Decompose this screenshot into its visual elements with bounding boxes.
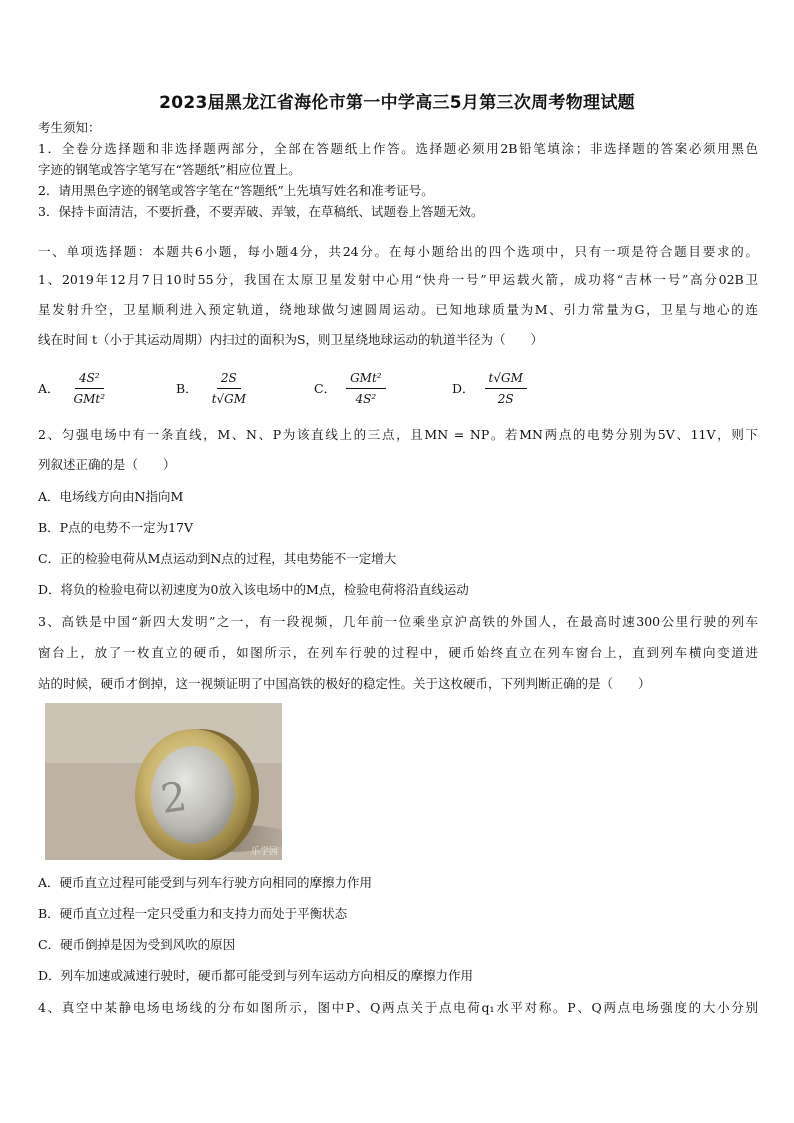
fraction-denominator: t√GM [211, 391, 247, 406]
question-3-text: 站的时候，硬币才倒掉，这一视频证明了中国高铁的极好的稳定性。关于这枚硬币，下列判断正确的是（ ） [38, 676, 651, 691]
question-4-text: 4、真空中某静电场电场线的分布如图所示，图中P、Q两点关于点电荷q₁水平对称。P、Q两点电场强度的大小分别 [38, 1000, 758, 1015]
question-3-option: A．硬币直立过程可能受到与列车行驶方向相同的摩擦力作用 [38, 875, 373, 890]
fraction-numerator: t√GM [485, 370, 527, 389]
notice-heading: 考生须知： [38, 120, 101, 135]
notice-item: 字迹的钢笔或答字笔写在“答题纸”相应位置上。 [38, 162, 301, 177]
question-3-option: D．列车加速或减速行驶时，硬币都可能受到与列车运动方向相反的摩擦力作用 [38, 968, 474, 983]
question-2-option: A．电场线方向由N指向M [38, 489, 184, 504]
fraction [485, 370, 527, 407]
fraction-numerator: 2S [217, 370, 241, 389]
fraction-numerator: GMt² [346, 370, 386, 389]
option-d [452, 366, 527, 410]
fraction [346, 370, 386, 407]
fraction-denominator: 2S [497, 391, 514, 406]
option-label: A． [38, 381, 60, 396]
question-3-option: B．硬币直立过程一定只受重力和支持力而处于平衡状态 [38, 906, 348, 921]
fraction [208, 370, 250, 407]
question-3-text: 窗台上，放了一枚直立的硬币，如图所示，在列车行驶的过程中，硬币始终直立在列车窗台上，直到列车横向变道进 [38, 645, 758, 660]
question-2-option: B．P点的电势不一定为17V [38, 520, 194, 535]
page-title: 2023届黑龙江省海伦市第一中学高三5月第三次周考物理试题 [159, 93, 635, 113]
question-3-option: C．硬币倒掉是因为受到风吹的原因 [38, 937, 236, 952]
coin-photo [45, 703, 282, 860]
fraction-numerator: 4S² [75, 370, 104, 389]
question-1-text: 星发射升空，卫星顺利进入预定轨道，绕地球做匀速圆周运动。已知地球质量为M、引力常量为G，卫星与地心的连 [38, 302, 758, 317]
question-2-option: D．将负的检验电荷以初速度为0放入该电场中的M点，检验电荷将沿直线运动 [38, 582, 469, 597]
coin-numeral: 2 [157, 773, 190, 823]
coin-illustration [45, 703, 282, 860]
option-label: D． [452, 381, 475, 396]
option-label: B． [176, 381, 198, 396]
image-watermark: 乐学园 [250, 847, 278, 857]
question-1-text: 线在时间 t（小于其运动周期）内扫过的面积为S，则卫星绕地球运动的轨道半径为（ ） [38, 332, 544, 347]
option-b [176, 366, 250, 410]
fraction-denominator: 4S² [355, 391, 377, 406]
fraction-denominator: GMt² [73, 391, 106, 406]
question-2-text: 2、匀强电场中有一条直线，M、N、P为该直线上的三点，且MN = NP。若MN两点的电势分别为5V、11V，则下 [38, 427, 758, 442]
fraction [70, 370, 110, 407]
question-2-option: C．正的检验电荷从M点运动到N点的过程，其电势能不一定增大 [38, 551, 397, 566]
option-c [314, 366, 386, 410]
notice-item: 2．请用黑色字迹的钢笔或答字笔在“答题纸”上先填写姓名和准考证号。 [38, 183, 434, 198]
question-2-text: 列叙述正确的是（ ） [38, 457, 176, 472]
question-3-text: 3、高铁是中国“新四大发明”之一，有一段视频，几年前一位乘坐京沪高铁的外国人，在最高时速300公里行驶的列车 [38, 614, 758, 629]
option-a [38, 366, 109, 410]
question-1-options [38, 366, 758, 410]
option-label: C． [314, 381, 337, 396]
section-heading: 一、单项选择题：本题共6小题，每小题4分，共24分。在每小题给出的四个选项中，只有一项是符合题目要求的。 [38, 244, 758, 259]
notice-item: 1．全卷分选择题和非选择题两部分，全部在答题纸上作答。选择题必须用2B铅笔填涂；非选择题的答案必须用黑色 [38, 141, 758, 156]
question-1-text: 1、2019年12月7日10时55分，我国在太原卫星发射中心用“快舟一号”甲运载火箭，成功将“吉林一号”高分02B卫 [38, 272, 758, 287]
notice-item: 3．保持卡面清洁，不要折叠，不要弄破、弄皱，在草稿纸、试题卷上答题无效。 [38, 204, 484, 219]
